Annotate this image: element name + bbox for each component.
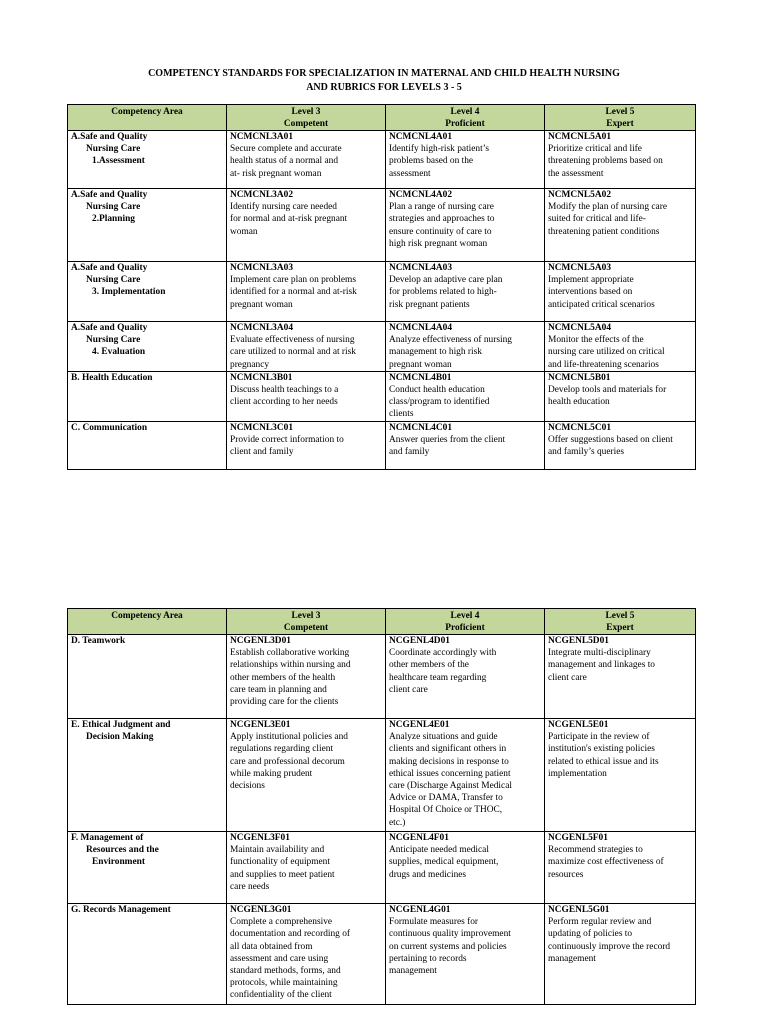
- competency-area-line: G. Records Management: [71, 905, 171, 915]
- competency-code: NCMCNL4B01: [389, 372, 452, 383]
- competency-description-line: client care: [389, 684, 428, 695]
- level-3-cell: [227, 904, 386, 1005]
- competency-description-line: etc.): [389, 817, 406, 828]
- header-level-4: Level 4 Proficient: [386, 105, 545, 131]
- competency-area-line: Resources and the: [86, 845, 159, 856]
- competency-area-cell: [68, 904, 227, 1005]
- level-5-cell: [545, 719, 696, 832]
- level-3-cell: [227, 189, 386, 262]
- competency-description-line: continuous quality improvement: [389, 929, 511, 940]
- competency-description-line: Identify high-risk patient’s: [389, 144, 489, 155]
- competency-description-line: Prioritize critical and life: [548, 144, 642, 155]
- table-row: [68, 322, 696, 372]
- competency-description-line: Analyze effectiveness of nursing: [389, 335, 512, 346]
- level-3-cell: [227, 322, 386, 372]
- competency-description-line: Apply institutional policies and: [230, 732, 348, 743]
- competency-code: NCGENL5E01: [548, 720, 609, 730]
- competency-description-line: maximize cost effectiveness of: [548, 857, 664, 868]
- competency-description-line: Perform regular review and: [548, 917, 652, 928]
- table-row: [68, 719, 696, 832]
- competency-code: NCMCNL3A04: [230, 323, 294, 333]
- competency-description-line: class/program to identified: [389, 397, 490, 408]
- competency-description-line: ensure continuity of care to: [389, 226, 492, 237]
- level-5-cell: [545, 322, 696, 372]
- competency-description-line: risk pregnant patients: [389, 299, 470, 310]
- competency-description-line: and family’s queries: [548, 447, 625, 458]
- competency-description-line: Secure complete and accurate: [230, 144, 342, 155]
- competency-area-line: Nursing Care: [86, 144, 141, 155]
- competency-description-line: client care: [548, 672, 587, 683]
- document-title-line-2: AND RUBRICS FOR LEVELS 3 - 5: [306, 82, 462, 93]
- competency-description-line: continuously improve the record: [548, 941, 671, 952]
- competency-description-line: Establish collaborative working: [230, 648, 350, 659]
- level-4-cell: [386, 719, 545, 832]
- competency-description-line: implementation: [548, 768, 607, 779]
- competency-area-cell: [68, 322, 227, 372]
- competency-description-line: Analyze situations and guide: [389, 732, 498, 743]
- competency-description-line: pregnant woman: [389, 359, 452, 370]
- competency-description-line: Answer queries from the client: [389, 434, 506, 445]
- header-competency-area: Competency Area: [68, 105, 227, 131]
- competency-description-line: on current systems and policies: [389, 941, 507, 952]
- level-3-cell: [227, 131, 386, 189]
- competency-description-line: relationships within nursing and: [230, 660, 351, 671]
- competency-code: NCGENL3D01: [230, 636, 291, 646]
- competency-description-line: assessment and care using: [230, 953, 329, 964]
- competency-code: NCMCNL4A02: [389, 190, 453, 200]
- header-level-5: Level 5 Expert: [545, 609, 696, 635]
- competency-description-line: anticipated critical scenarios: [548, 299, 655, 310]
- table-row: [68, 371, 696, 421]
- table-row: [68, 421, 696, 469]
- competency-description-line: Recommend strategies to: [548, 845, 643, 856]
- level-3-cell: [227, 421, 386, 469]
- competency-code: NCGENL4D01: [389, 636, 450, 646]
- level-5-cell: [545, 421, 696, 469]
- competency-description-line: providing care for the clients: [230, 697, 339, 708]
- competency-code: NCGENL5G01: [548, 905, 610, 915]
- competency-code: NCGENL3E01: [230, 720, 291, 730]
- competency-description-line: at- risk pregnant woman: [230, 168, 322, 179]
- level-4-cell: [386, 131, 545, 189]
- competency-description-line: care (Discharge Against Medical: [389, 781, 512, 792]
- competency-code: NCGENL4G01: [389, 905, 451, 915]
- competency-area-line: 3. Implementation: [92, 287, 166, 298]
- competency-area-cell: [68, 421, 227, 469]
- competency-description-line: strategies and approaches to: [389, 214, 495, 225]
- level-4-cell: [386, 904, 545, 1005]
- competency-code: NCGENL4E01: [389, 720, 450, 730]
- competency-description-line: Monitor the effects of the: [548, 335, 644, 346]
- table-row: [68, 262, 696, 322]
- competency-description-line: institution's existing policies: [548, 744, 655, 755]
- competency-description-line: client and family: [230, 447, 294, 458]
- competency-description-line: protocols, while maintaining: [230, 978, 338, 989]
- level-4-cell: [386, 322, 545, 372]
- competency-description-line: other members of the: [389, 660, 469, 671]
- competency-description-line: Conduct health education: [389, 385, 485, 396]
- competency-description-line: high risk pregnant woman: [389, 238, 488, 249]
- level-5-cell: [545, 832, 696, 904]
- level-4-cell: [386, 832, 545, 904]
- competency-area-cell: [68, 131, 227, 189]
- competency-description-line: care and professional decorum: [230, 756, 345, 767]
- header-level-5: Level 5 Expert: [545, 105, 696, 131]
- level-5-cell: [545, 371, 696, 421]
- competency-description-line: threatening problems based on: [548, 156, 663, 167]
- competency-code: NCMCNL5B01: [548, 372, 611, 383]
- table-row: [68, 635, 696, 719]
- competency-description-line: Develop tools and materials for: [548, 385, 667, 396]
- competency-description-line: pertaining to records: [389, 953, 467, 964]
- competency-description-line: and family: [389, 447, 430, 458]
- level-4-cell: [386, 371, 545, 421]
- competency-area-line: 1.Assessment: [92, 156, 145, 167]
- competency-description-line: pregnant woman: [230, 299, 293, 310]
- competency-description-line: confidentiality of the client: [230, 990, 332, 1001]
- competency-description-line: making decisions in response to: [389, 756, 509, 767]
- competency-area-line: A.Safe and Quality: [71, 263, 148, 273]
- table-row: [68, 189, 696, 262]
- competency-description-line: health status of a normal and: [230, 156, 339, 167]
- competency-description-line: decisions: [230, 781, 265, 792]
- competency-area-line: B. Health Education: [71, 372, 153, 383]
- competency-description-line: management to high risk: [389, 347, 482, 358]
- competency-description-line: documentation and recording of: [230, 929, 351, 940]
- competency-description-line: Advice or DAMA, Transfer to: [389, 793, 503, 804]
- header-level-3: Level 3 Competent: [227, 105, 386, 131]
- competency-area-line: D. Teamwork: [71, 636, 126, 646]
- competency-description-line: healthcare team regarding: [389, 672, 487, 683]
- level-5-cell: [545, 635, 696, 719]
- competency-description-line: care team in planning and: [230, 684, 327, 695]
- competency-description-line: while making prudent: [230, 768, 313, 779]
- level-4-cell: [386, 262, 545, 322]
- competency-description-line: Evaluate effectiveness of nursing: [230, 335, 355, 346]
- competency-area-line: A.Safe and Quality: [71, 132, 148, 142]
- competency-description-line: clients and significant others in: [389, 744, 507, 755]
- competency-code: NCMCNL3A02: [230, 190, 294, 200]
- competency-description-line: Develop an adaptive care plan: [389, 275, 503, 286]
- competency-description-line: threatening patient conditions: [548, 226, 660, 237]
- competency-description-line: Plan a range of nursing care: [389, 202, 494, 213]
- competency-code: NCMCNL3A01: [230, 132, 294, 142]
- competency-code: NCGENL5D01: [548, 636, 609, 646]
- header-level-3: Level 3 Competent: [227, 609, 386, 635]
- competency-area-line: A.Safe and Quality: [71, 190, 148, 200]
- competency-area-line: C. Communication: [71, 422, 148, 433]
- level-4-cell: [386, 421, 545, 469]
- competency-description-line: Implement care plan on problems: [230, 275, 356, 286]
- competency-description-line: problems based on the: [389, 156, 474, 167]
- competency-description-line: clients: [389, 409, 414, 420]
- competency-code: NCGENL3F01: [230, 833, 290, 843]
- competency-description-line: updating of policies to: [548, 929, 633, 940]
- competency-description-line: supplies, medical equipment,: [389, 857, 499, 868]
- table-header-row: [68, 609, 696, 635]
- competency-table-maternal: [67, 104, 696, 470]
- competency-description-line: ethical issues concerning patient: [389, 768, 511, 779]
- competency-area-line: A.Safe and Quality: [71, 323, 148, 333]
- competency-description-line: assessment: [389, 168, 431, 179]
- level-5-cell: [545, 904, 696, 1005]
- competency-code: NCMCNL4C01: [389, 422, 453, 433]
- competency-area-cell: [68, 832, 227, 904]
- competency-description-line: Hospital Of Choice or THOC,: [389, 805, 503, 816]
- competency-description-line: functionality of equipment: [230, 857, 330, 868]
- competency-description-line: related to ethical issue and its: [548, 756, 659, 767]
- competency-area-cell: [68, 719, 227, 832]
- competency-area-cell: [68, 371, 227, 421]
- competency-area-line: Nursing Care: [86, 275, 141, 286]
- competency-description-line: care utilized to normal and at risk: [230, 347, 356, 358]
- competency-description-line: health education: [548, 397, 610, 408]
- competency-description-line: and supplies to meet patient: [230, 869, 335, 880]
- competency-code: NCGENL4F01: [389, 833, 449, 843]
- header-level-4: Level 4 Proficient: [386, 609, 545, 635]
- header-competency-area: Competency Area: [68, 609, 227, 635]
- level-5-cell: [545, 131, 696, 189]
- competency-area-line: Nursing Care: [86, 335, 141, 346]
- competency-description-line: Participate in the review of: [548, 732, 650, 743]
- competency-description-line: Coordinate accordingly with: [389, 648, 497, 659]
- competency-area-line: F. Management of: [71, 833, 144, 843]
- competency-description-line: Discuss health teachings to a: [230, 385, 339, 396]
- competency-description-line: Formulate measures for: [389, 917, 479, 928]
- competency-description-line: other members of the health: [230, 672, 336, 683]
- competency-description-line: management and linkages to: [548, 660, 655, 671]
- competency-description-line: woman: [230, 226, 258, 237]
- competency-code: NCMCNL4A04: [389, 323, 453, 333]
- competency-description-line: for normal and at-risk pregnant: [230, 214, 348, 225]
- competency-description-line: for problems related to high-: [389, 287, 497, 298]
- level-3-cell: [227, 719, 386, 832]
- competency-description-line: resources: [548, 869, 584, 880]
- competency-table-general: [67, 608, 696, 1005]
- competency-code: NCMCNL4A01: [389, 132, 453, 142]
- competency-code: NCMCNL3A03: [230, 263, 294, 273]
- competency-description-line: all data obtained from: [230, 941, 313, 952]
- level-3-cell: [227, 635, 386, 719]
- competency-area-line: 2.Planning: [92, 214, 135, 225]
- table-row: [68, 904, 696, 1005]
- table-header-row: [68, 105, 696, 131]
- competency-area-cell: [68, 635, 227, 719]
- competency-code: NCGENL3G01: [230, 905, 292, 915]
- competency-description-line: interventions based on: [548, 287, 633, 298]
- competency-description-line: client according to her needs: [230, 397, 338, 408]
- competency-description-line: identified for a normal and at-risk: [230, 287, 357, 298]
- level-4-cell: [386, 635, 545, 719]
- competency-description-line: Anticipate needed medical: [389, 845, 489, 856]
- competency-code: NCMCNL5A02: [548, 190, 612, 200]
- competency-code: NCMCNL5A03: [548, 263, 612, 273]
- competency-code: NCMCNL5A04: [548, 323, 612, 333]
- competency-description-line: Identify nursing care needed: [230, 202, 337, 213]
- competency-code: NCMCNL3C01: [230, 422, 294, 433]
- competency-code: NCMCNL3B01: [230, 372, 293, 383]
- competency-area-line: Environment: [92, 857, 145, 868]
- competency-description-line: care needs: [230, 881, 270, 892]
- competency-code: NCMCNL4A03: [389, 263, 453, 273]
- competency-description-line: standard methods, forms, and: [230, 966, 341, 977]
- competency-description-line: the assessment: [548, 168, 604, 179]
- competency-description-line: and life-threatening scenarios: [548, 359, 659, 370]
- competency-description-line: Complete a comprehensive: [230, 917, 333, 928]
- competency-area-line: E. Ethical Judgment and: [71, 720, 171, 730]
- competency-code: NCMCNL5C01: [548, 422, 612, 433]
- competency-description-line: Provide correct information to: [230, 434, 344, 445]
- competency-code: NCMCNL5A01: [548, 132, 612, 142]
- competency-description-line: Offer suggestions based on client: [548, 434, 673, 445]
- level-4-cell: [386, 189, 545, 262]
- level-3-cell: [227, 371, 386, 421]
- competency-area-line: Decision Making: [86, 732, 154, 743]
- competency-description-line: Integrate multi-disciplinary: [548, 648, 651, 659]
- level-5-cell: [545, 189, 696, 262]
- competency-description-line: Implement appropriate: [548, 275, 634, 286]
- level-5-cell: [545, 262, 696, 322]
- competency-description-line: Modify the plan of nursing care: [548, 202, 667, 213]
- competency-description-line: management: [548, 953, 596, 964]
- table-row: [68, 131, 696, 189]
- competency-area-cell: [68, 262, 227, 322]
- competency-area-line: Nursing Care: [86, 202, 141, 213]
- document-title-line-1: COMPETENCY STANDARDS FOR SPECIALIZATION IN MATERNAL AND CHILD HEALTH NURSING: [148, 68, 620, 79]
- competency-description-line: drugs and medicines: [389, 869, 467, 880]
- competency-description-line: suited for critical and life-: [548, 214, 646, 225]
- competency-description-line: nursing care utilized on critical: [548, 347, 665, 358]
- competency-description-line: pregnancy: [230, 359, 270, 370]
- competency-description-line: Maintain availability and: [230, 845, 325, 856]
- level-3-cell: [227, 832, 386, 904]
- competency-area-line: 4. Evaluation: [92, 347, 146, 358]
- competency-code: NCGENL5F01: [548, 833, 608, 843]
- competency-description-line: management: [389, 966, 437, 977]
- level-3-cell: [227, 262, 386, 322]
- table-row: [68, 832, 696, 904]
- competency-description-line: regulations regarding client: [230, 744, 334, 755]
- competency-area-cell: [68, 189, 227, 262]
